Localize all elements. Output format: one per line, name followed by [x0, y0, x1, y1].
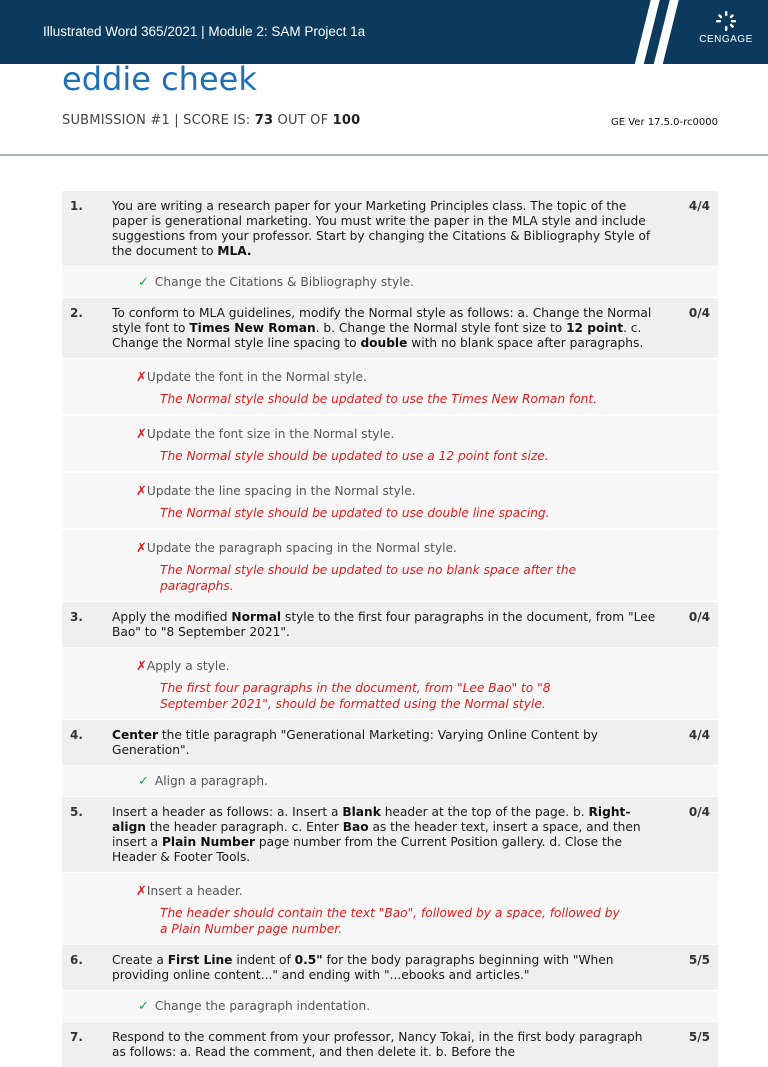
- task-emphasis: double: [360, 336, 408, 350]
- task-emphasis: Normal: [231, 610, 282, 624]
- check-label: Change the Citations & Bibliography style.: [154, 275, 414, 289]
- task-text: style to the first four paragraphs in the document, from "Lee Bao" to "8 September 2021".: [112, 610, 656, 639]
- x-mark-icon: ✗: [136, 370, 147, 385]
- task-text: the header paragraph. c. Enter: [145, 820, 343, 834]
- check-failed: [62, 872, 718, 945]
- task-instructions: [112, 610, 660, 640]
- task-text: . b. Change the Normal style font size to: [315, 321, 567, 335]
- task-row: [62, 298, 718, 358]
- task-score: 5/5: [688, 953, 710, 967]
- check-passed: [62, 765, 718, 797]
- check-passed: [62, 266, 718, 298]
- x-mark-icon: ✗: [136, 884, 147, 899]
- task-emphasis: Bao: [342, 820, 369, 834]
- task-number: 5.: [70, 805, 83, 819]
- check-label: Update the paragraph spacing in the Normal style.: [146, 541, 457, 555]
- task-text: the title paragraph "Generational Marketing: Varying Online Content by Generation".: [112, 728, 599, 757]
- task-instructions: [112, 805, 660, 865]
- checkmark-icon: ✓: [138, 999, 149, 1014]
- x-mark-icon: ✗: [136, 484, 147, 499]
- check-feedback: The Normal style should be updated to use double line spacing.: [160, 506, 550, 520]
- task-number: 6.: [70, 953, 83, 967]
- task-emphasis: Blank: [342, 805, 381, 819]
- task-report: [62, 191, 718, 1059]
- checkmark-icon: ✓: [138, 774, 149, 789]
- task-instructions: [112, 306, 660, 351]
- task-row: [62, 602, 718, 647]
- task-emphasis: Plain Number: [161, 835, 255, 849]
- task-text: Create a: [112, 953, 168, 967]
- task-number: 1.: [70, 199, 83, 213]
- task-score: 0/4: [688, 610, 710, 624]
- check-label: Change the paragraph indentation.: [154, 999, 371, 1013]
- task-score: 5/5: [688, 1030, 710, 1044]
- score-value: 73: [254, 113, 274, 128]
- task-instructions: [112, 1030, 660, 1060]
- task-number: 7.: [70, 1030, 83, 1044]
- task-text: indent of: [232, 953, 295, 967]
- check-failed: [62, 358, 718, 415]
- task-emphasis: MLA.: [217, 244, 252, 258]
- check-label: Update the line spacing in the Normal style.: [146, 484, 416, 498]
- task-text: with no blank space after paragraphs.: [407, 336, 644, 350]
- task-text: page number from the Current Position gallery. d. Close the Header & Footer Tools.: [112, 835, 622, 864]
- task-text: To conform to MLA guidelines, modify the Normal style as follows: a. Change the Normal style font to: [112, 306, 652, 335]
- task-score: 0/4: [688, 805, 710, 819]
- cengage-wordmark: CENGAGE: [699, 34, 753, 45]
- version-label: GE Ver 17.5.0-rc0000: [610, 117, 718, 128]
- check-feedback: The Normal style should be updated to use the Times New Roman font.: [160, 392, 598, 406]
- task-score: 4/4: [688, 728, 710, 742]
- checkmark-icon: ✓: [138, 275, 149, 290]
- check-feedback: The Normal style should be updated to use no blank space after the paragraphs.: [160, 563, 577, 593]
- x-mark-icon: ✗: [136, 659, 147, 674]
- task-score: 4/4: [688, 199, 710, 213]
- check-feedback: The first four paragraphs in the document, from "Lee Bao" to "8 September 2021", should be formatted using the Normal style.: [160, 681, 551, 711]
- task-row: [62, 191, 718, 266]
- task-number: 3.: [70, 610, 83, 624]
- task-emphasis: 12 point: [566, 321, 624, 335]
- check-feedback: The Normal style should be updated to use a 12 point font size.: [160, 449, 549, 463]
- check-label: Update the font size in the Normal style.: [146, 427, 395, 441]
- course-title: Illustrated Word 365/2021 | Module 2: SAM Project 1a: [43, 24, 366, 39]
- cengage-logo: [696, 10, 756, 45]
- task-number: 4.: [70, 728, 83, 742]
- task-text: Apply the modified: [112, 610, 232, 624]
- score-total: 100: [332, 113, 361, 128]
- task-text: You are writing a research paper for your Marketing Principles class. The topic of the paper is generational marketing. You must write the paper in the MLA style and include suggestions from your professor. Start by changing the Citations & Bibliography Style of the document to: [112, 199, 651, 258]
- task-text: header at the top of the page. b.: [380, 805, 589, 819]
- check-failed: [62, 472, 718, 529]
- check-label: Insert a header.: [146, 884, 243, 898]
- task-emphasis: Times New Roman: [189, 321, 316, 335]
- header-divider: [0, 154, 768, 156]
- check-feedback: The header should contain the text "Bao", followed by a space, followed by a Plain Number page number.: [160, 906, 620, 936]
- task-emphasis: First Line: [167, 953, 233, 967]
- task-instructions: [112, 953, 660, 983]
- task-text: for the body paragraphs beginning with "When providing online content..." and ending with "...ebooks and articles.": [112, 953, 614, 982]
- check-label: Update the font in the Normal style.: [146, 370, 367, 384]
- cengage-mark-icon: [715, 10, 737, 32]
- submission-prefix: SUBMISSION #1 | SCORE IS:: [62, 113, 255, 128]
- task-instructions: [112, 199, 660, 259]
- x-mark-icon: ✗: [136, 427, 147, 442]
- score-separator: OUT OF: [273, 113, 333, 128]
- task-row: [62, 1022, 718, 1067]
- task-text: . c. Change the Normal style line spacing to: [112, 321, 642, 350]
- task-number: 2.: [70, 306, 83, 320]
- student-name: eddie cheek: [62, 60, 257, 98]
- task-score: 0/4: [688, 306, 710, 320]
- task-text: Insert a header as follows: a. Insert a: [112, 805, 343, 819]
- check-failed: [62, 647, 718, 720]
- task-text: Respond to the comment from your professor, Nancy Tokai, in the first body paragraph as follows: a. Read the comment, and then delete it. b. Before the: [112, 1030, 643, 1059]
- task-emphasis: Center: [112, 728, 158, 742]
- check-passed: [62, 990, 718, 1022]
- check-label: Align a paragraph.: [154, 774, 268, 788]
- task-text: as the header text, insert a space, and then insert a: [112, 820, 641, 849]
- task-row: [62, 720, 718, 765]
- submission-score-line: [62, 113, 360, 128]
- task-instructions: [112, 728, 660, 758]
- check-failed: [62, 529, 718, 602]
- check-label: Apply a style.: [146, 659, 230, 673]
- task-row: [62, 797, 718, 872]
- task-emphasis: Right-align: [112, 805, 631, 834]
- top-banner: [0, 0, 768, 64]
- task-row: [62, 945, 718, 990]
- x-mark-icon: ✗: [136, 541, 147, 556]
- task-emphasis: 0.5": [294, 953, 323, 967]
- check-failed: [62, 415, 718, 472]
